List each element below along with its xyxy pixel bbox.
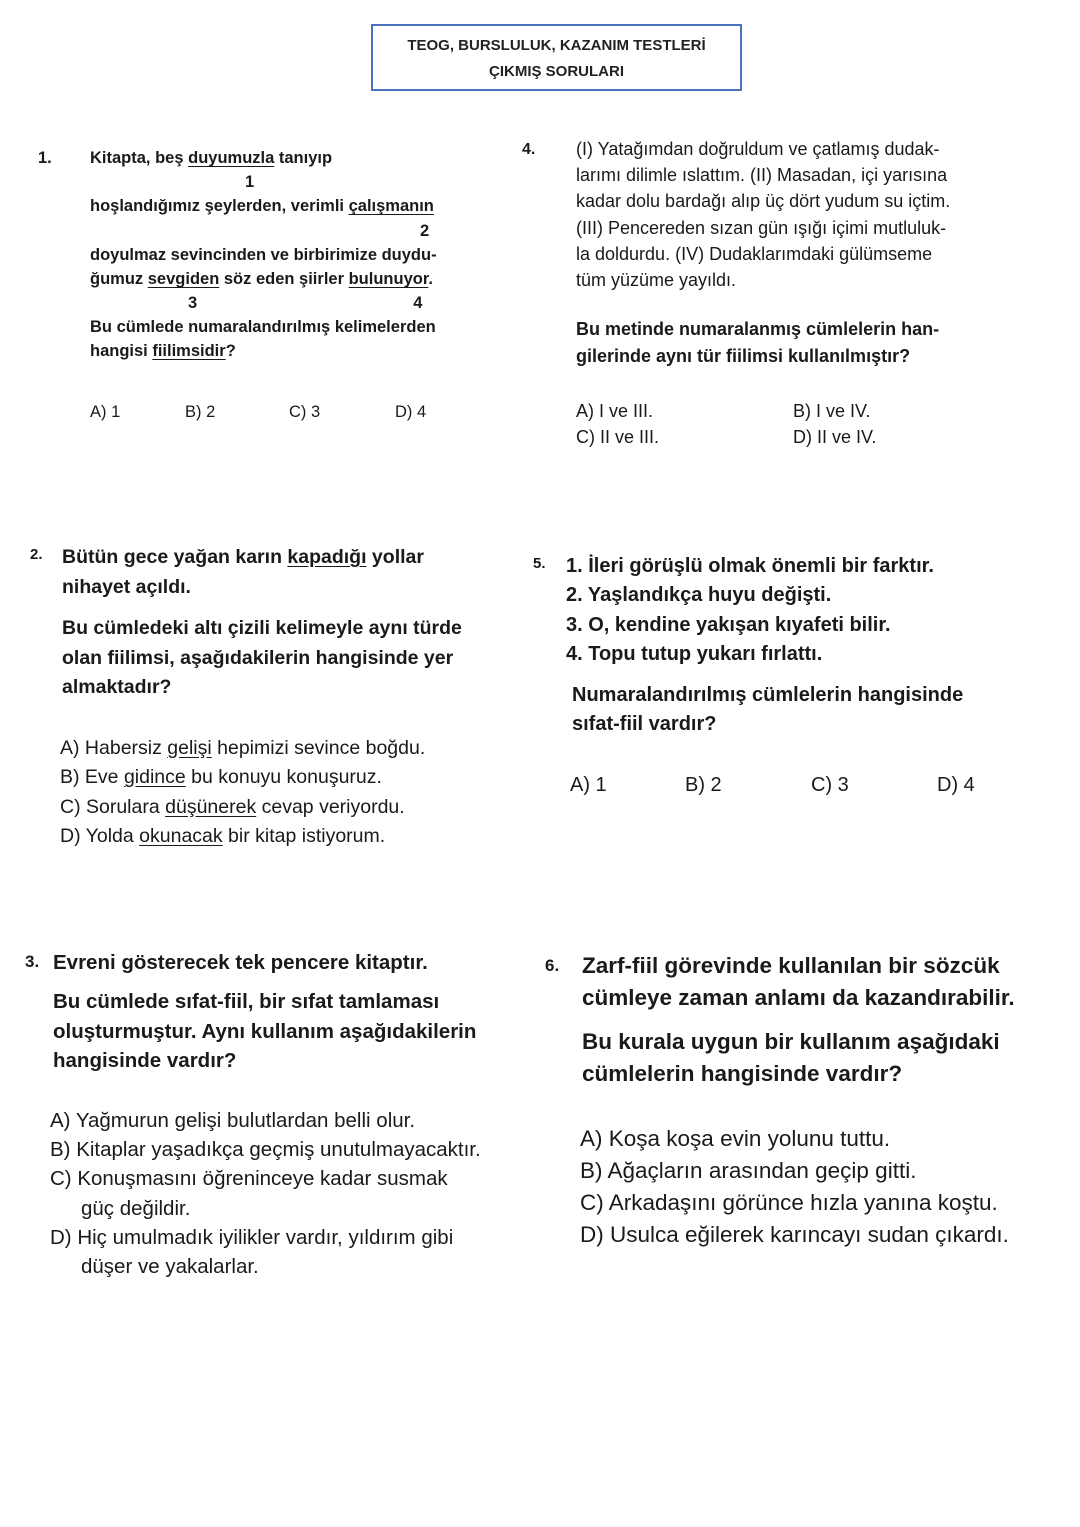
answer-option-C[interactable] — [60, 793, 425, 822]
text-segment: (I) Yatağımdan doğruldum ve çatlamış dudak- — [576, 139, 940, 159]
option-line — [50, 1164, 481, 1193]
title-line-1: TEOG, BURSLULUK, KAZANIM TESTLERİ — [407, 37, 706, 54]
text-segment: 1 — [245, 173, 255, 192]
question-prompt — [576, 316, 939, 370]
text-line — [62, 573, 424, 603]
underlined-word: sevgiden — [147, 270, 220, 289]
text-line — [582, 982, 1015, 1014]
answer-option-C[interactable] — [811, 771, 849, 799]
option-line — [289, 400, 320, 424]
header-title-box — [371, 24, 742, 91]
text-segment: söz eden şiirler — [219, 270, 349, 289]
text-segment: A) Koşa koşa evin yolunu tuttu. — [580, 1126, 891, 1151]
question-text — [90, 146, 437, 315]
question-text — [62, 543, 424, 602]
text-segment: D) Yolda — [60, 824, 140, 847]
text-segment: C) 3 — [289, 403, 321, 421]
text-line — [576, 316, 939, 343]
option-line — [580, 1123, 1009, 1155]
text-segment: nihayet açıldı. — [62, 575, 191, 598]
answer-option-A[interactable] — [580, 1123, 1009, 1155]
text-segment: D) Hiç umulmadık iyilikler vardır, yıldırım gibi — [50, 1225, 454, 1249]
option-line — [685, 771, 722, 799]
option-line — [580, 1187, 1009, 1219]
text-segment: . — [428, 270, 433, 289]
answer-option-C[interactable] — [576, 424, 659, 450]
text-segment: D) II ve IV. — [793, 427, 877, 447]
option-line — [576, 424, 659, 450]
question-prompt — [572, 681, 963, 739]
text-line — [90, 170, 437, 194]
question-text — [53, 948, 428, 977]
underlined-word: kapadığı — [287, 546, 367, 568]
text-line — [53, 948, 428, 977]
text-segment: A) Yağmurun gelişi bulutlardan belli olur. — [50, 1109, 416, 1132]
text-segment: D) Usulca eğilerek karıncayı sudan çıkardı. — [580, 1222, 1009, 1247]
underlined-word: fiilimsidir — [152, 342, 226, 360]
option-line — [60, 763, 425, 792]
answer-options — [60, 734, 425, 851]
title-line-2: ÇIKMIŞ SORULARI — [489, 63, 624, 80]
text-line — [90, 291, 437, 315]
question-text — [566, 552, 934, 669]
underlined-word: okunacak — [139, 824, 223, 847]
text-segment: B) 2 — [685, 774, 722, 796]
text-line — [576, 188, 950, 214]
option-line — [50, 1135, 481, 1164]
question-prompt — [90, 315, 436, 363]
question-prompt — [53, 987, 476, 1076]
option-line — [185, 400, 215, 424]
answer-option-B[interactable] — [185, 400, 215, 424]
answer-option-B[interactable] — [793, 398, 870, 424]
text-segment: cümleye zaman anlamı da kazandırabilir. — [582, 985, 1015, 1010]
option-line — [793, 398, 870, 424]
answer-option-B[interactable] — [50, 1135, 481, 1164]
question-number: 2. — [30, 546, 43, 563]
answer-option-C[interactable] — [50, 1164, 481, 1222]
answer-option-A[interactable] — [576, 398, 653, 424]
option-line — [937, 771, 975, 799]
text-segment: doyulmaz sevincinden ve birbirimize duydu- — [90, 245, 437, 264]
text-segment: hangisinde vardır? — [53, 1049, 237, 1072]
text-segment: Numaralandırılmış cümlelerin hangisinde — [572, 684, 964, 706]
answer-option-D[interactable] — [395, 400, 426, 424]
text-line — [62, 543, 424, 573]
text-segment: Evreni gösterecek tek pencere kitaptır. — [53, 951, 428, 974]
text-line — [90, 146, 437, 170]
text-segment: oluşturmuştur. Aynı kullanım aşağıdakilerin — [53, 1019, 477, 1043]
text-segment: Zarf-fiil görevinde kullanılan bir sözcük — [582, 953, 1000, 978]
text-segment: tüm yüzüme yayıldı. — [576, 270, 737, 291]
text-line — [576, 215, 950, 241]
question-number: 6. — [545, 956, 560, 975]
text-line — [576, 267, 950, 293]
text-line — [576, 136, 950, 162]
text-segment: cümlelerin hangisinde vardır? — [582, 1061, 903, 1086]
text-segment: (III) Pencereden sızan gün ışığı içimi mutluluk- — [576, 217, 947, 238]
text-line — [90, 339, 436, 363]
text-segment: C) Konuşmasını öğreninceye kadar susmak — [50, 1167, 448, 1191]
text-segment: Bu cümledeki altı çizili kelimeyle aynı türde — [62, 617, 462, 639]
underlined-word: gidince — [123, 766, 186, 789]
option-line — [50, 1106, 481, 1135]
option-line — [570, 771, 607, 799]
question-prompt — [582, 1026, 1000, 1090]
text-line — [90, 315, 436, 339]
answer-option-D[interactable] — [580, 1219, 1009, 1251]
text-segment: A) Habersiz — [60, 737, 168, 759]
text-line — [53, 1046, 476, 1076]
text-segment: 1. İleri görüşlü olmak önemli bir farktır. — [566, 555, 934, 577]
text-segment: tanıyıp — [274, 149, 333, 167]
option-line — [60, 793, 425, 822]
question-number: 4. — [522, 141, 536, 158]
text-segment: 4. Topu tutup yukarı fırlattı. — [566, 642, 823, 665]
text-segment: olan fiilimsi, aşağıdakilerin hangisinde yer — [62, 646, 454, 669]
option-line — [60, 822, 425, 851]
text-segment: 4 — [413, 294, 423, 313]
text-segment: düşer ve yakalarlar. — [81, 1255, 259, 1279]
text-segment: kadar dolu bardağı alıp üç dört yudum su içtim. — [576, 191, 951, 212]
text-segment: B) Eve — [60, 766, 124, 789]
underlined-word: bulunuyor — [348, 270, 429, 289]
text-segment: Kitapta, beş — [90, 149, 189, 167]
answer-option-A[interactable] — [570, 771, 607, 799]
option-line — [580, 1155, 1009, 1187]
text-segment: B) 2 — [185, 403, 216, 421]
text-line — [566, 640, 934, 669]
text-segment: Bu metinde numaralanmış cümlelerin han- — [576, 319, 940, 339]
text-segment: A) 1 — [570, 774, 607, 796]
underlined-word: duyumuzla — [188, 149, 275, 167]
text-line — [576, 241, 950, 267]
answer-options — [50, 1106, 481, 1281]
text-segment: D) 4 — [937, 774, 975, 796]
text-line — [90, 243, 437, 267]
text-line — [582, 1026, 1000, 1058]
text-line — [582, 1058, 1000, 1090]
option-line — [811, 771, 849, 799]
text-segment: bir kitap istiyorum. — [222, 824, 386, 847]
text-segment: Bütün gece yağan karın — [62, 546, 288, 568]
text-line — [572, 710, 963, 739]
question-text — [582, 950, 1015, 1014]
answer-option-A[interactable] — [50, 1106, 481, 1135]
question-number: 3. — [25, 952, 40, 971]
underlined-word: çalışmanın — [348, 197, 434, 216]
text-segment: ğumuz — [90, 270, 148, 289]
text-segment: 3. O, kendine yakışan kıyafeti bilir. — [566, 613, 891, 636]
answer-options — [580, 1123, 1009, 1251]
answer-option-D[interactable] — [937, 771, 975, 799]
text-segment: B) Ağaçların arasından geçip gitti. — [580, 1158, 917, 1183]
text-line — [62, 673, 462, 703]
text-line — [53, 1017, 476, 1047]
text-line — [90, 194, 437, 218]
option-line — [90, 400, 120, 424]
answer-option-B[interactable] — [685, 771, 722, 799]
text-line — [566, 581, 934, 610]
text-segment: C) 3 — [811, 774, 849, 796]
underlined-word: gelişi — [167, 737, 212, 759]
text-segment: 2. Yaşlandıkça huyu değişti. — [566, 584, 832, 607]
question-number: 5. — [533, 555, 546, 572]
option-line — [50, 1223, 481, 1252]
text-segment: güç değildir. — [81, 1196, 191, 1220]
text-segment: ? — [225, 342, 236, 360]
answer-option-B[interactable] — [580, 1155, 1009, 1187]
answer-option-D[interactable] — [50, 1223, 481, 1281]
text-line — [53, 987, 476, 1017]
text-segment: B) I ve IV. — [793, 401, 871, 421]
text-line — [90, 219, 437, 243]
answer-option-C[interactable] — [580, 1187, 1009, 1219]
option-line — [60, 734, 425, 763]
text-line — [90, 267, 437, 291]
text-segment: 2 — [420, 221, 430, 240]
option-line — [395, 400, 426, 424]
option-line — [793, 424, 876, 450]
text-segment: hoşlandığımız şeylerden, verimli — [90, 197, 349, 216]
question-prompt — [62, 614, 462, 703]
text-line — [572, 681, 963, 710]
answer-option-C[interactable] — [289, 400, 320, 424]
text-segment: A) I ve III. — [576, 401, 654, 421]
text-segment: almaktadır? — [62, 676, 172, 698]
text-line — [566, 611, 934, 640]
answer-option-D[interactable] — [60, 822, 425, 851]
text-segment: C) Arkadaşını görünce hızla yanına koştu. — [580, 1190, 998, 1215]
text-line — [566, 552, 934, 581]
text-segment: hangisi — [90, 342, 153, 360]
text-segment: B) Kitaplar yaşadıkça geçmiş unutulmayacaktır. — [50, 1138, 481, 1162]
option-line — [50, 1252, 481, 1281]
text-segment: Bu kurala uygun bir kullanım aşağıdaki — [582, 1029, 1000, 1054]
text-segment: A) 1 — [90, 403, 121, 421]
option-line — [50, 1194, 481, 1223]
text-segment: C) II ve III. — [576, 427, 660, 447]
text-segment: yollar — [366, 546, 424, 568]
text-segment: D) 4 — [395, 403, 427, 421]
text-segment: gilerinde aynı tür fiilimsi kullanılmıştır? — [576, 346, 911, 366]
text-segment: sıfat-fiil vardır? — [572, 713, 717, 735]
text-line — [576, 162, 950, 188]
question-text — [576, 136, 950, 293]
text-segment: 3 — [188, 294, 198, 313]
text-segment: C) Sorulara — [60, 795, 166, 818]
text-line — [62, 614, 462, 644]
text-line — [582, 950, 1015, 982]
text-segment: larımı dilimle ıslattım. (II) Masadan, içi yarısına — [576, 165, 948, 186]
text-segment: cevap veriyordu. — [256, 795, 405, 818]
text-line — [576, 343, 939, 370]
text-segment: Bu cümlede sıfat-fiil, bir sıfat tamlaması — [53, 990, 440, 1013]
underlined-word: düşünerek — [165, 795, 257, 818]
option-line — [580, 1219, 1009, 1251]
answer-option-D[interactable] — [793, 424, 876, 450]
text-segment: la doldurdu. (IV) Dudaklarımdaki gülümseme — [576, 243, 933, 264]
text-segment: bu konuyu konuşuruz. — [185, 766, 382, 789]
text-line — [62, 644, 462, 674]
answer-option-A[interactable] — [60, 734, 425, 763]
text-segment: hepimizi sevince boğdu. — [211, 737, 426, 759]
text-segment: Bu cümlede numaralandırılmış kelimelerden — [90, 318, 436, 336]
option-line — [576, 398, 653, 424]
answer-option-A[interactable] — [90, 400, 120, 424]
question-number: 1. — [38, 149, 52, 167]
answer-option-B[interactable] — [60, 763, 425, 792]
